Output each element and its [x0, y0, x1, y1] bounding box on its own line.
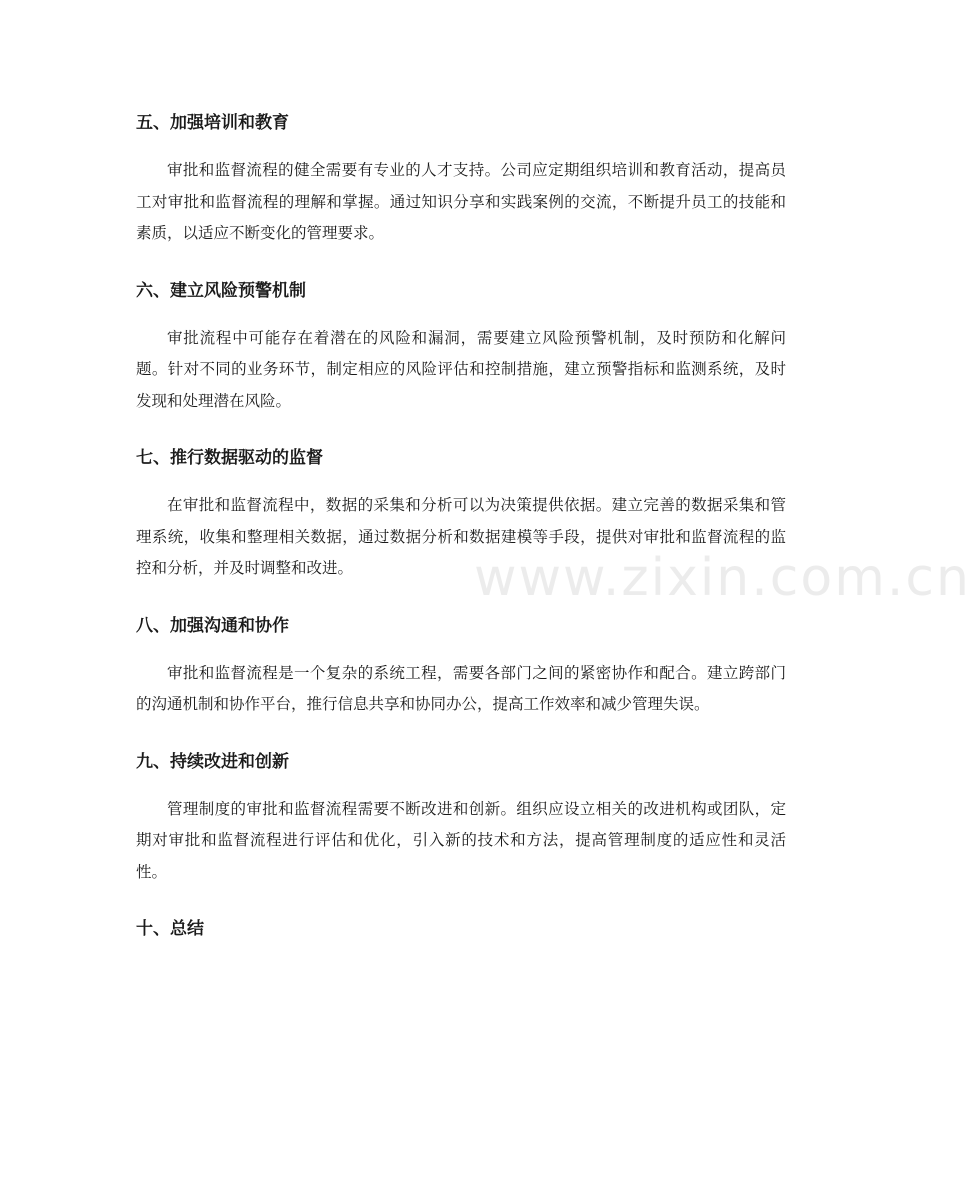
section-risk-warning — [136, 276, 786, 418]
document-content — [136, 108, 786, 970]
section-training — [136, 108, 786, 250]
section-paragraph: 审批和监督流程是一个复杂的系统工程，需要各部门之间的紧密协作和配合。建立跨部门的沟通机制和协作平台，推行信息共享和协同办公，提高工作效率和减少管理失误。 — [136, 663, 786, 713]
section-heading: 九、持续改进和创新 — [136, 751, 289, 772]
section-improvement — [136, 747, 786, 889]
section-communication — [136, 611, 786, 721]
section-heading: 十、总结 — [136, 919, 204, 939]
section-heading: 六、建立风险预警机制 — [136, 280, 306, 301]
section-heading: 八、加强沟通和协作 — [136, 615, 289, 636]
section-heading: 五、加强培训和教育 — [136, 113, 289, 133]
section-paragraph: 审批和监督流程的健全需要有专业的人才支持。公司应定期组织培训和教育活动，提高员工对审批和监督流程的理解和掌握。通过知识分享和实践案例的交流，不断提升员工的技能和素质，以适应不断变化的管理要求。 — [136, 161, 786, 242]
section-paragraph: 审批流程中可能存在着潜在的风险和漏洞，需要建立风险预警机制，及时预防和化解问题。针对不同的业务环节，制定相应的风险评估和控制措施，建立预警指标和监测系统，及时发现和处理潜在风险。 — [136, 328, 786, 410]
section-summary — [136, 914, 786, 944]
section-heading: 七、推行数据驱动的监督 — [136, 448, 323, 468]
watermark-text: www.zixin.com.cn — [474, 548, 971, 608]
section-paragraph: 管理制度的审批和监督流程需要不断改进和创新。组织应设立相关的改进机构或团队，定期对审批和监督流程进行评估和优化，引入新的技术和方法，提高管理制度的适应性和灵活性。 — [136, 799, 786, 881]
section-paragraph: 在审批和监督流程中，数据的采集和分析可以为决策提供依据。建立完善的数据采集和管理系统，收集和整理相关数据，通过数据分析和数据建模等手段，提供对审批和监督流程的监控和分析，并及时调整和改进。 — [136, 496, 786, 577]
